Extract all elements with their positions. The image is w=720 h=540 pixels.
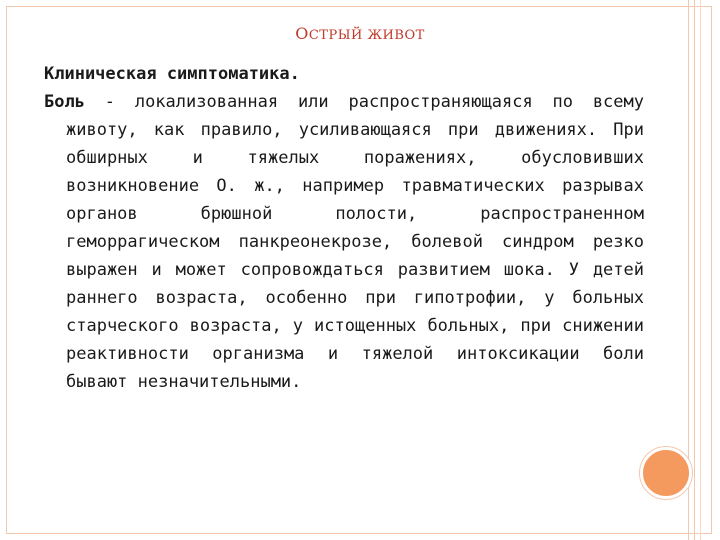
title-rest: СТРЫЙ ЖИВОТ bbox=[308, 28, 425, 43]
frame-line bbox=[694, 0, 695, 540]
slide-title bbox=[0, 24, 720, 43]
frame-line bbox=[700, 0, 701, 540]
lead-word: Боль bbox=[44, 92, 85, 112]
accent-circle bbox=[640, 447, 692, 499]
slide-content bbox=[44, 60, 644, 396]
body-text: - локализованная или распространяющаяся по всему животу, как правило, усиливающаяся при движениях. При обширных и тяжелых поражениях, обусловивших возникновение О. ж., например травматических разрывах органов брюшной полости, распространенном геморрагическом панкреонекрозе, болевой синдром резко выражен и может сопровождаться развитием шока. У детей раннего возраста, особенно при гипотрофии, у больных старческого возраста, у истощенных больных, при снижении реактивности организма и тяжелой интоксикации боли бывают незначительными. bbox=[66, 92, 644, 392]
subheading: Клиническая симптоматика. bbox=[44, 64, 300, 84]
title-initial: О bbox=[295, 24, 309, 43]
body-paragraph bbox=[44, 88, 644, 396]
